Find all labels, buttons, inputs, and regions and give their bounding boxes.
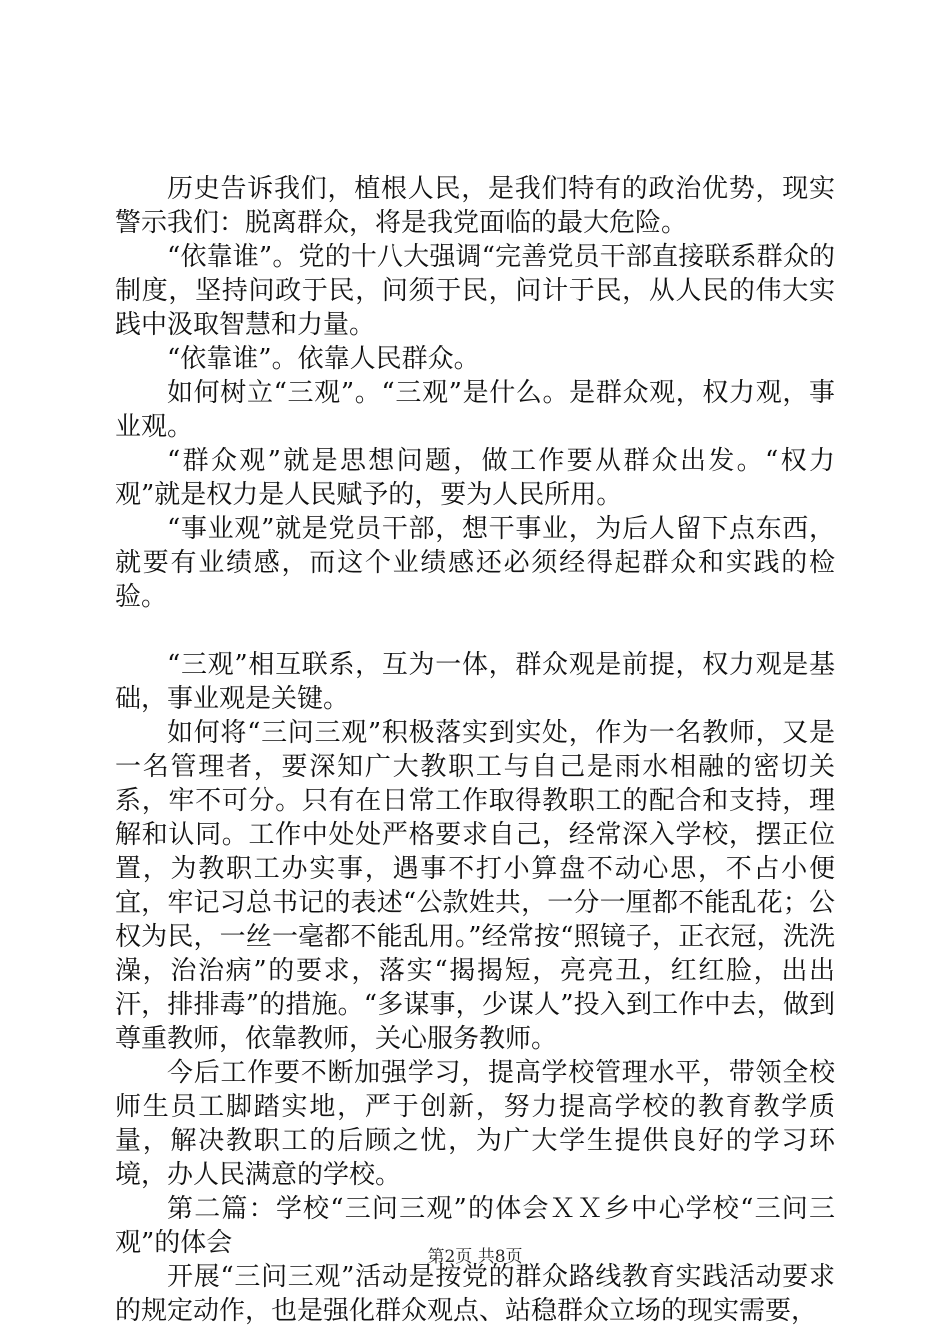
section-heading: 第二篇：学校“三问三观”的体会ＸＸ乡中心学校“三问三观”的体会 <box>115 1194 835 1258</box>
page-number-footer: 第2页 共8页 <box>427 1247 523 1267</box>
paragraph-9: 今后工作要不断加强学习，提高学校管理水平，带领全校师生员工脚踏实地，严于创新，努力提高学校的教育教学质量，解决教职工的后顾之忧，为广大学生提供良好的学习环境，办人民满意的学校。 <box>115 1058 835 1190</box>
paragraph-4: 如何树立“三观”。“三观”是什么。是群众观，权力观，事业观。 <box>115 378 835 442</box>
paragraph-10: 开展“三问三观”活动是按党的群众路线教育实践活动要求的规定动作，也是强化群众观点、站稳群众立场的现实需要， <box>115 1262 835 1326</box>
paragraph-6: “事业观”就是党员干部，想干事业，为后人留下点东西，就要有业绩感，而这个业绩感还必须经得起群众和实践的检验。 <box>115 514 835 612</box>
paragraph-8: 如何将“三问三观”积极落实到实处，作为一名教师，又是一名管理者，要深知广大教职工与自己是雨水相融的密切关系，牢不可分。只有在日常工作取得教职工的配合和支持，理解和认同。工作中处处严格要求自己，经常深入学校，摆正位置，为教职工办实事，遇事不打小算盘不动心思，不占小便宜，牢记习总书记的表述“公款姓共，一分一厘都不能乱花；公权为民，一丝一毫都不能乱用。”经常按“照镜子，正衣冠，洗洗澡，治治病”的要求，落实“揭揭短，亮亮丑，红红脸，出出汗，排排毒”的措施。“多谋事，少谋人”投入到工作中去，做到尊重教师，依靠教师，关心服务教师。 <box>115 718 835 1054</box>
paragraph-5: “群众观”就是思想问题，做工作要从群众出发。“权力观”就是权力是人民赋予的，要为人民所用。 <box>115 446 835 510</box>
document-body <box>115 172 835 1328</box>
paragraph-7: “三观”相互联系，互为一体，群众观是前提，权力观是基础，事业观是关键。 <box>115 650 835 714</box>
paragraph-3: “依靠谁”。依靠人民群众。 <box>167 344 480 374</box>
paragraph-1: 历史告诉我们，植根人民，是我们特有的政治优势，现实警示我们：脱离群众，将是我党面临的最大危险。 <box>115 174 835 238</box>
paragraph-2: “依靠谁”。党的十八大强调“完善党员干部直接联系群众的制度，坚持问政于民，问须于民，问计于民，从人民的伟大实践中汲取智慧和力量。 <box>115 242 835 340</box>
